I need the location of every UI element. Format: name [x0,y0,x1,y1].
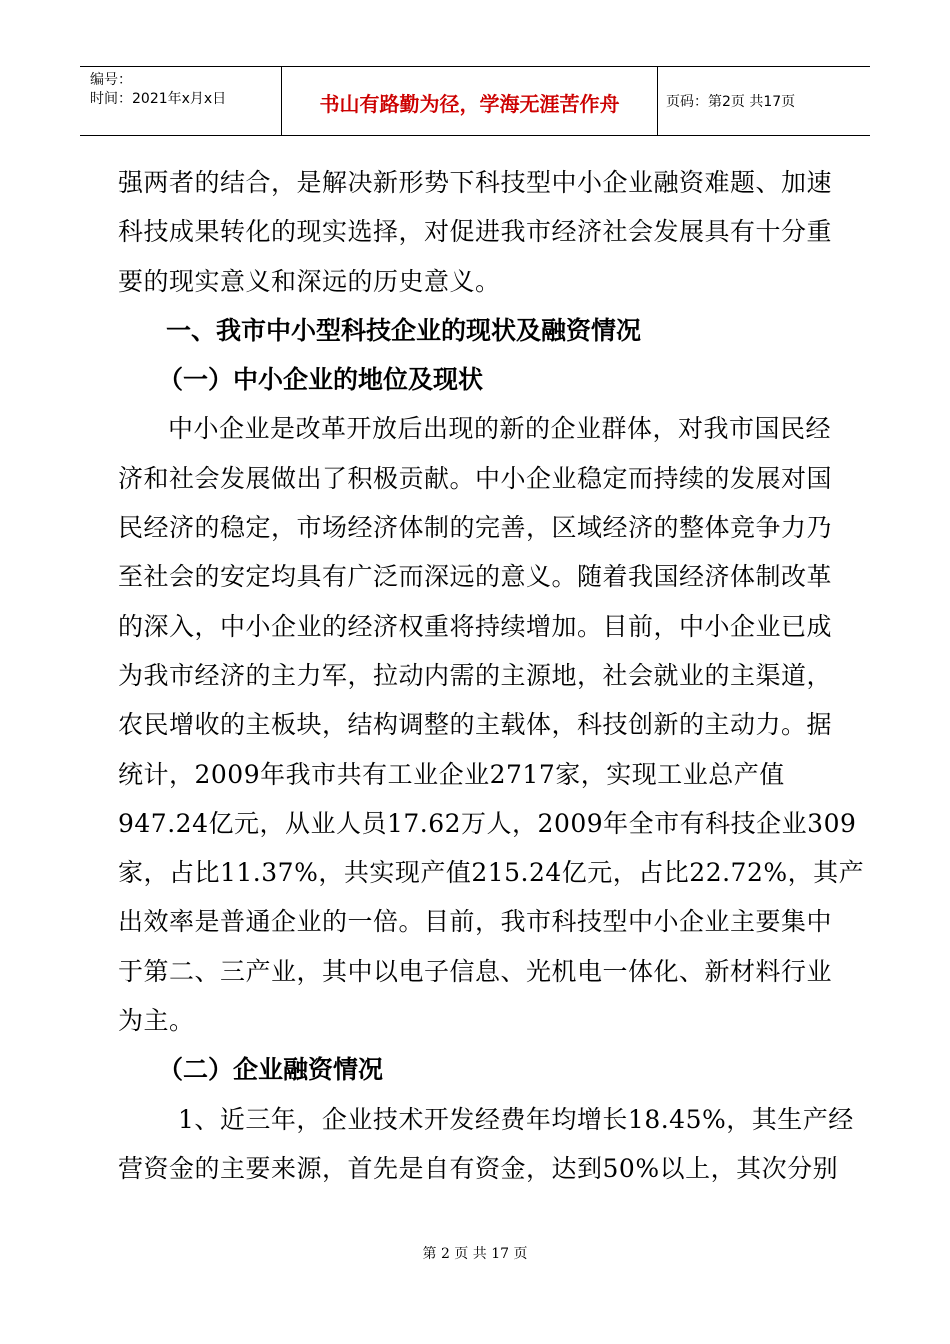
paragraph-line: 于第二、三产业，其中以电子信息、光机电一体化、新材料行业 [118,956,833,986]
paragraph-line: 统计，2009年我市共有工业企业2717家，实现工业总产值 [118,759,785,789]
paragraph-line: 中小企业是改革开放后出现的新的企业群体，对我市国民经 [168,414,832,444]
paragraph-line: 947.24亿元，从业人员17.62万人，2009年全市有科技企业309 [118,808,857,838]
paragraph-line: 济和社会发展做出了积极贡献。中小企业稳定而持续的发展对国 [118,463,833,493]
paragraph-line: 农民增收的主板块，结构调整的主载体，科技创新的主动力。据 [118,710,833,740]
paragraph-line: 营资金的主要来源，首先是自有资金，达到50%以上，其次分别 [118,1153,839,1183]
paragraph-line: 1、近三年，企业技术开发经费年均增长18.45%，其生产经 [178,1104,854,1134]
paragraph-line: 要的现实意义和深远的历史意义。 [118,266,501,296]
paragraph-line: 为主。 [118,1006,195,1036]
document-time-label: 时间：2021年x月x日 [90,91,227,107]
page-footer: 第 2 页 共 17 页 [422,1246,528,1262]
paragraph-line: 出效率是普通企业的一倍。目前，我市科技型中小企业主要集中 [118,907,833,937]
paragraph-1 [118,158,840,306]
document-number-label: 编号： [90,72,132,88]
paragraph-line: 至社会的安定均具有广泛而深远的意义。随着我国经济体制改革 [118,562,833,592]
header-page-info: 页码：第2页 共17页 [666,94,796,110]
paragraph-line: 为我市经济的主力军，拉动内需的主源地，社会就业的主渠道， [118,660,833,690]
page-header [80,66,870,136]
subsection-heading-1-1: （一）中小企业的地位及现状 [158,365,484,395]
document-body [118,158,865,1193]
paragraph-line: 民经济的稳定，市场经济体制的完善，区域经济的整体竞争力乃 [118,513,833,543]
header-meta [80,67,282,135]
header-motto: 书山有路勤为径，学海无涯苦作舟 [282,67,658,135]
paragraph-2 [118,404,865,1045]
subsection-heading-1-2: （二）企业融资情况 [158,1055,384,1085]
paragraph-line: 家，占比11.37%，共实现产值215.24亿元，占比22.72%，其产 [118,858,865,888]
paragraph-line: 科技成果转化的现实选择，对促进我市经济社会发展具有十分重 [118,217,833,247]
paragraph-line: 强两者的结合，是解决新形势下科技型中小企业融资难题、加速 [118,168,833,197]
section-heading-1: 一、我市中小型科技企业的现状及融资情况 [166,315,642,345]
paragraph-3 [118,1095,854,1194]
paragraph-line: 的深入，中小企业的经济权重将持续增加。目前，中小企业已成 [118,611,833,641]
